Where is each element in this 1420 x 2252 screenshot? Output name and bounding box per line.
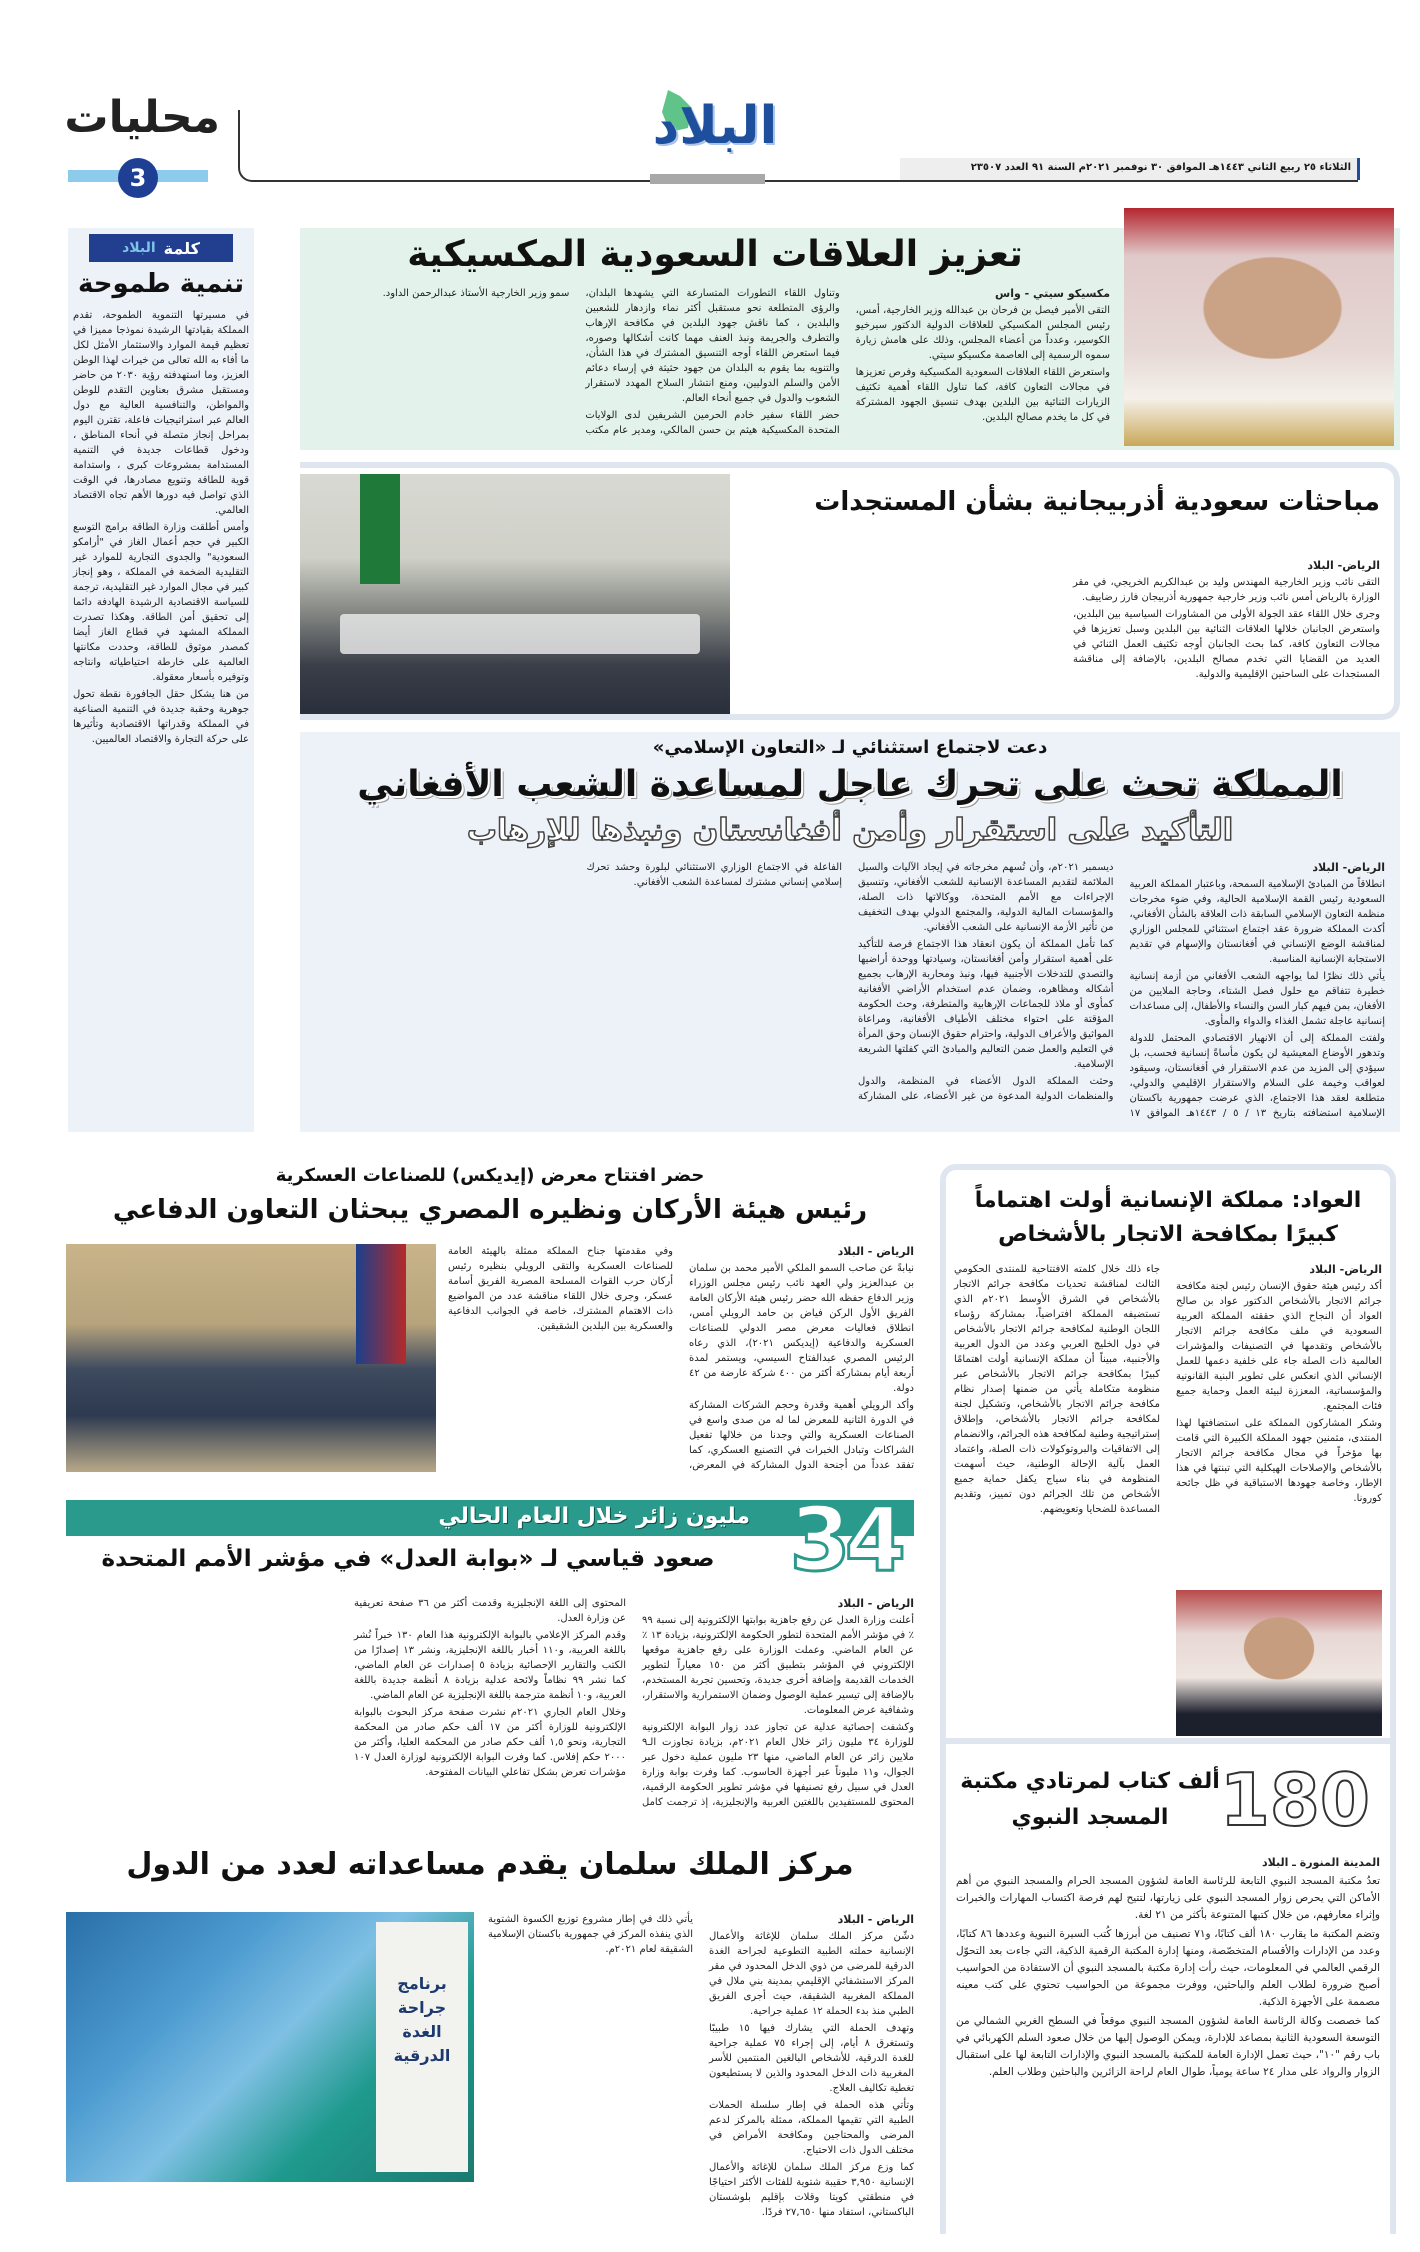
story-paragraph: كما تأمل المملكة أن يكون انعقاد هذا الاجتماع فرصة للتأكيد على أهمية استقرار وأمن أفغانستان، وسيادتها ووحدة أراضيها والتصدي للتدخلات الأجنبية فيها، ونبذ ومحاربة الإرهاب بجميع أشكاله ومظاهره، وضمان عدم استخدام الأراضي الأفغانية كمأوى أو ملاذ للجماعات الإرهابية والمتطرفة، وحث الحكومة المؤقتة على احتواء مختلف الأطياف الأفغانية، ومراعاة المواثيق والأعراف الدولية، واحترام حقوق الإنسان وحق المرأة في التعليم والعمل ضمن التعاليم والمبادئ التي كفلتها الشريعة الإسلامية. — [858, 939, 1114, 1070]
story-justice-number: 34 — [789, 1488, 900, 1591]
section-title: محليات — [64, 92, 220, 143]
story-paragraph: يأتي ذلك نظرًا لما يواجهه الشعب الأفغاني من أزمة إنسانية خطيرة تتفاقم مع حلول فصل الشتاء، وحاجة الملايين من الأفغان، بمن فيهم كبار السن والنساء والأطفال، إلى مساعدات إنسانية عاجلة تشمل الغذاء والدواء والمأوى. — [1129, 971, 1385, 1027]
story-mexico — [300, 228, 1400, 450]
story-paragraph: انطلاقاً من المبادئ الإسلامية السمحة، وباعتبار المملكة العربية السعودية رئيس القمة الإسلامية الحالية، وفي ضوء مخرجات منظمة التعاون الإسلامي السابقة ذات العلاقة بالشأن الأفغاني، أكدت المملكة ضرورة عقد اجتماع استثنائي للمجلس الوزاري لمناقشة الوضع الإنساني في أفغانستان والإسهام في تقديم الاستجابة الإنسانية المناسبة. — [1129, 879, 1385, 965]
story-military-kicker: حضر افتتاح معرض (إيديكس) للصناعات العسكرية — [275, 1165, 705, 1186]
story-dateline: الرياض - البلاد — [837, 1245, 914, 1258]
story-library — [940, 1744, 1396, 2234]
sign-text: برنامج جراحة الغدة الدرقية — [393, 1974, 451, 2065]
story-dateline: الرياض - البلاد — [837, 1913, 914, 1926]
story-awwad-headline: العواد: مملكة الإنسانية أولت اهتماماً كبيرًا بمكافحة الاتجار بالأشخاص — [974, 1188, 1362, 1247]
story-paragraph: كما وزع مركز الملك سلمان للإغاثة والأعمال الإنسانية ٣,٩٥٠ حقيبة شتوية للفئات الأكثر احتياجًا في منطقتي كويتا وقلات بإقليم بلوشستان الباكستاني، استفاد منها ٢٧,٦٥٠ فردًا. — [709, 2162, 914, 2218]
story-paragraph: وتأتي هذه الحملة في إطار سلسلة الحملات الطبية التي تقيمها المملكة، ممثلة بالمركز لدعم المرضى والمحتاجين ومكافحة الأمراض في مختلف الدول ذات الاحتياج. — [709, 2100, 914, 2156]
story-paragraph: نيابةً عن صاحب السمو الملكي الأمير محمد بن سلمان بن عبدالعزيز ولي العهد نائب رئيس مجلس الوزراء وزير الدفاع حفظه الله حضر رئيس هيئة الأركان العامة الفريق الأول الركن فياض بن حامد الرويلي أمس، انطلاق فعاليات معرض مصر الدولي للصناعات العسكرية والدفاعية (إيديكس ٢٠٢١)، الذي رعاه الرئيس المصري عبدالفتاح السيسي، ويستمر لمدة أربعة أيام بمشاركة أكثر من ٤٠٠ شركة عارضة من ٤٢ دولة. — [689, 1263, 914, 1394]
story-ksrelief-headline: مركز الملك سلمان يقدم مساعداته لعدد من الدول — [126, 1847, 854, 1882]
story-paragraph: أعلنت وزارة العدل عن رفع جاهزية بوابتها الإلكترونية إلى نسبة ٩٩ ٪ في مؤشر الأمم المتحدة لتطور الحكومة الإلكترونية، بزيادة ١٣ ٪ عن العام الماضي. وعملت الوزارة على رفع جاهزية موقعها الإلكتروني في المؤشر بتطبيق أكثر من ١٥٠ معياراً لتطوير الخدمات القديمة وإضافة أخرى جديدة، وتحسين تجربة المستخدم، بالإضافة إلى تيسير عملية الوصول وضمان الاستمرارية والاستقرار، وشفافية عرض المعلومات. — [642, 1615, 915, 1716]
story-paragraph: وقدم المركز الإعلامي بالبوابة الإلكترونية هذا العام ١٣٠ خبراً نُشر باللغة العربية، و١١٠ أخبار باللغة الإنجليزية، ونشر ١٣ إصدارًا من الكتب والتقارير الإحصائية بزيادة ٥ إصدارات عن العام الماضي، كما نشر ٩٩ نظاماً ولائحة عدلية بزيادة ٨ أنظمة جديدة باللغة العربية، و١٠ أنظمة مترجمة باللغة الإنجليزية عن العام الماضي. — [354, 1630, 626, 1701]
story-azerbaijan — [300, 462, 1400, 720]
story-afghan-headline: المملكة تحث على تحرك عاجل لمساعدة الشعب الأفغاني — [357, 764, 1343, 805]
dateline-bar: الثلاثاء ٢٥ ربيع الثاني ١٤٤٣هـ الموافق ٣٠ نوفمبر ٢٠٢١م السنة ٩١ العدد ٢٣٥٠٧ — [900, 158, 1360, 180]
story-azerbaijan-headline: مباحثات سعودية أذربيجانية بشأن المستجدات — [814, 487, 1380, 517]
editorial-paragraph: في مسيرتها التنموية الطموحة، تقدم المملكة بقيادتها الرشيدة نموذجا مميزا في تعظيم قيمة الموارد والاستثمار الأمثل لكل ما أفاء به الله تعالى من خيرات لهذا الوطن العزيز، وما استهدفته رؤية ٢٠٣٠ من حاضر ومستقبل مشرق بعناوين التقدم للوطن والمواطن، والتنافسية العالية مع دول العالم عبر استراتيجيات فاعلة، تقترن اليوم بمراحل إنجاز متصلة في أنحاء المناطق ، ودخول قطاعات جديدة في التنمية المستدامة بمشروعات كبرى ، واستدامة قوية للطاقة وتنويع مصادرها، في الوقت الذي تواصل فيه دورها الأهم تجاه الاقتصاد العالمي. — [73, 309, 249, 516]
flag-icon — [360, 474, 400, 584]
story-paragraph: حضر اللقاء سفير خادم الحرمين الشريفين لدى الولايات المتحدة المكسيكية هيثم بن حسن المالكي، ومدير عام مكتب سمو وزير الخارجية الأستاذ عبدالرحمن الداود. — [382, 288, 840, 436]
story-mexico-body — [315, 286, 1110, 446]
meeting-table — [340, 614, 700, 654]
story-paragraph: وخلال العام الجاري ٢٠٢١م نشرت صفحة مركز البحوث بالبوابة الإلكترونية للوزارة أكثر من ١٧ ألف حكم صادر من المحكمة التجارية، ونحو ١,٥ ألف حكم صادر من المحكمة العليا، وأكثر من ٢٠٠٠ حكم إفلاس. كما وفرت البوابة الإلكترونية لوزارة العدل ١٠٧ مؤشرات تعرض بشكل تفاعلي البيانات المفتوحة. — [354, 1707, 626, 1778]
photo-foreign-minister — [1124, 208, 1394, 446]
story-military-headline: رئيس هيئة الأركان ونظيره المصري يبحثان التعاون الدفاعي — [112, 1195, 868, 1225]
story-paragraph: التقى الأمير فيصل بن فرحان بن عبدالله وزير الخارجية، أمس، رئيس المجلس المكسيكي للعلاقات الدولية الدكتور سيرخيو الكوسير، وعدداً من أعضاء المجلس، وذلك على هامش زيارة سموه الرسمية إلى العاصمة مكسيكو سيتي. — [855, 305, 1110, 361]
photo-surgery — [66, 1912, 474, 2182]
story-paragraph: جاء ذلك خلال كلمته الافتتاحية للمنتدى الحكومي الثالث لمناقشة تحديات مكافحة جرائم الاتجار بالأشخاص في الشرق الأوسط ٢٠٢١م الذي تستضيفه المملكة افتراضياً، بمشاركة رؤساء اللجان الوطنية لمكافحة جرائم الاتجار بالأشخاص في دول الخليج العربي وعدد من الدول العربية والأجنبية، مبيناً أن مملكة الإنسانية أولت اهتمامًا كبيرًا بمكافحة جرائم الاتجار بالأشخاص عبر منظومة متكاملة يأتي من ضمنها إصدار نظام مكافحة جرائم الاتجار بالأشخاص، وتشكيل لجنة لمكافحة جرائم الاتجار بالأشخاص، وإطلاق إستراتيجية وطنية لمكافحة هذه الجرائم، والانضمام إلى الاتفاقيات والبروتوكولات ذات الصلة، واعتماد العمل بآلية الإحالة الوطنية، حيث أسهمت المنظومة في بناء سياج يكفل حماية جميع الأشخاص من تلك الجرائم دون تمييز، وتقديم المساعدة للضحايا وتعويضهم. — [954, 1264, 1160, 1515]
story-awwad-body-left — [954, 1262, 1160, 1519]
story-ksrelief — [60, 1832, 920, 2232]
story-dateline: المدينة المنورة ـ البلاد — [1261, 1856, 1380, 1869]
story-ksrelief-body — [488, 1912, 914, 2222]
story-paragraph: وشكر المشاركون المملكة على استضافتها لهذا المنتدى، مثمنين جهود المملكة الكبيرة التي قامت بها مؤخراً في مجال مكافحة جرائم الاتجار بالأشخاص والإصلاحات الهيكلية التي تبنتها في هذا الإطار، وخاصة جهودها الاستباقية في ظل جائحة كورونا. — [1176, 1418, 1382, 1504]
newspaper-logo — [640, 86, 790, 166]
editorial-body — [73, 308, 249, 747]
story-paragraph: يأتي ذلك في إطار مشروع توزيع الكسوة الشتوية الذي ينفذه المركز في جمهورية باكستان الإسلامية الشقيقة لعام ٢٠٢١م. — [488, 1914, 693, 1955]
story-paragraph: وتناول اللقاء التطورات المتسارعة التي يشهدها البلدان، والرؤى المتطلعة نحو مستقبل أكثر نماء وازدهار للشعبين والبلدين ، كما ناقش جهود البلدين في مكافحة الإرهاب والتطرف والجريمة ونبذ العنف مهما كانت أشكالها وصوره، فيما استعرض اللقاء أوجه التنسيق المشترك في هذا الشأن، والتنويه بما يقوم به البلدان من جهود حثيثة في إرساء دعائم الأمن والسلم الدوليين، ومنع انتشار السلاح المهدد لاستقرار الشعوب والدول في جميع أنحاء العالم. — [585, 288, 840, 404]
story-justice-kicker: مليون زائر خلال العام الحالي — [438, 1504, 750, 1529]
photo-awwad — [1176, 1590, 1382, 1736]
story-library-body — [956, 1854, 1380, 2083]
editorial-badge — [89, 234, 233, 262]
story-mexico-headline: تعزيز العلاقات السعودية المكسيكية — [407, 234, 1023, 275]
story-awwad — [940, 1164, 1396, 1744]
story-paragraph: وتضم المكتبة ما يقارب ١٨٠ ألف كتابًا، و٧١ تصنيف من أبرزها كُتب السيرة النبوية وعددها ٨٦ كتابًا، وعدد من الإدارات والأقسام المتخصّصة، ومنها إدارة المكتبة الرقمية الذكية، التي جاءت بعد التحوّل الرقمي العالمي في المعلومات، حيث رأت إدارة مكتبة بالمسجد النبوي أن الاستفادة من الحواسيب أصبح ضرورة لطلاب العلم والباحثين، ووفرت مجموعة من الحواسيب تحتوي على كتب معينه مصممة على الأجهزة الذكية. — [956, 1928, 1381, 2008]
surgery-program-sign — [376, 1922, 468, 2172]
story-library-number: 180 — [1219, 1758, 1370, 1842]
story-paragraph: دشّن مركز الملك سلمان للإغاثة والأعمال الإنسانية حملته الطبية التطوعية لجراحة الغدة الدرقية للمرضى من ذوي الدخل المحدود في مقر المركز الاستشفائي الإقليمي بمدينة بني ملال في المملكة المغربية الشقيقة، حيث أجرى الفريق الطبي منذ بدء الحملة ١٢ عملية جراحية. — [709, 1931, 914, 2017]
story-military-body — [448, 1244, 914, 1476]
story-paragraph: ولفتت المملكة إلى أن الانهيار الاقتصادي المحتمل للدولة وتدهور الأوضاع المعيشية لن يكون مأساةً إنسانية فحسب، بل سيؤدي إلى المزيد من عدم الاستقرار في أفغانستان، وسيقود لعواقب وخيمة على السلام والاستقرار الإقليمي والدولي، متطلعة لعقد هذا الاجتماع، الذي عرضت جمهورية باكستان الإسلامية استضافته بتاريخ ١٣ / ٥ / ١٤٤٣هـ الموافق ١٧ ديسمبر ٢٠٢١م، وأن تُسهم مخرجاته في إيجاد الآليات والسبل الملائمة لتقديم المساعدة الإنسانية للشعب الأفغاني، وتنسيق الإجراءات مع الأمم المتحدة، ووكالاتها ذات الصلة، والمؤسسات المالية الدولية، والمجتمع الدولي بهدف التخفيف من تأثير الأزمة الإنسانية على الشعب الأفغاني. — [858, 862, 1385, 1119]
editorial-badge-logo: البلاد — [122, 240, 156, 256]
editorial-paragraph: من هنا يشكل حقل الجافورة نقطة تحول جوهرية وحقبة جديدة في التنمية الصناعية في المملكة وقدراتها الاقتصادية وتأثيرها على حركة التجارة والاقتصاد العالميين. — [73, 688, 249, 745]
editorial-paragraph: وأمس أطلقت وزارة الطاقة برامج التوسع الكبير في حجم أعمال الغاز في "أرامكو السعودية" والجدوى التجارية للموارد غير التقليدية الضخمة في المملكة ، وهو إنجاز كبير في مجال الموارد غير التقليدية، ترجمة للسياسة الاقتصادية الرشيدة الهادفة دائما إلى تحقيق أمن الطاقة. وهكذا تصدرت المملكة المشهد في قطاع الغاز أيضا كمصدر موثوق للطاقة، وحددت مكانتها العالمية على خارطة احتياطياته وانتاجه وتوفيره بأسعار معقولة. — [73, 521, 249, 683]
story-library-headline: ألف كتاب لمرتادي مكتبة المسجد النبوي — [960, 1769, 1220, 1830]
story-azerbaijan-body — [750, 558, 1380, 708]
story-military — [60, 1160, 920, 1480]
story-paragraph: أكد رئيس هيئة حقوق الإنسان رئيس لجنة مكافحة جرائم الاتجار بالأشخاص الدكتور عواد بن صالح العواد أن النجاح الذي حققته المملكة العربية السعودية في ملف مكافحة جرائم الاتجار بالأشخاص وتقدمها في التصنيفات والمؤشرات العالمية ذات الصلة جاء على خلفية دعمها للعمل الإنساني الذي انعكس على تطوير البنية القانونية والمؤسساتية، المعززة لبيئة العمل وحماية جميع فئات المجتمع. — [1176, 1281, 1382, 1412]
story-dateline: مكسيكو سيتي - واس — [995, 287, 1110, 300]
story-dateline: الرياض- البلاد — [1312, 861, 1385, 874]
page-number: 3 — [129, 164, 147, 192]
story-dateline: الرياض- البلاد — [1307, 559, 1380, 572]
story-paragraph: كما خصصت وكالة الرئاسة العامة لشؤون المسجد النبوي موقعاً في السطح الغربي الشمالي من التوسعة السعودية الثانية بمصاعد للإدارة، ويمكن الوصول إليها من خلال صعود السلم الكهربائي في باب رقم "١٠"، حيث تعمل الإدارة العامة للمكتبة بالمسجد النبوي والإدارات التابعة لها على استقبال الزوار والرواد على مدار ٢٤ ساعة يومياً، طوال العام لراحة الزائرين والباحثين وطلاب العلم. — [956, 2015, 1381, 2078]
photo-military-meeting — [66, 1244, 436, 1472]
story-paragraph: وحثت المملكة الدول الأعضاء في المنظمة، والدول والمنظمات الدولية المدعوة من غير الأعضاء، على المشاركة الفاعلة في الاجتماع الوزاري الاستثنائي لبلورة وحشد تحرك إسلامي إنساني مشترك لمساعدة الشعب الأفغاني. — [586, 862, 1114, 1102]
story-paragraph: وجرى خلال اللقاء عقد الجولة الأولى من المشاورات السياسية بين البلدين، واستعرض الجانبان خلالها العلاقات الثنائية بين البلدين وسبل تعزيزها في مجالات التعاون كافة، كما بحث الجانبان أوجه تكثيف العمل الثنائي في العديد من القضايا التي تخدم مصالح البلدين، بالإضافة إلى مناقشة المستجدات على الساحتين الإقليمية والدولية. — [1073, 609, 1380, 680]
story-paragraph: التقى نائب وزير الخارجية المهندس وليد بن عبدالكريم الخريجي، في مقر الوزارة بالرياض أمس نائب وزير خارجية جمهورية أذربيجان فارز رضاييف. — [1073, 577, 1380, 603]
story-paragraph: وأكد الرويلي أهمية وقدرة وحجم الشركات المشاركة في الدورة الثانية للمعرض لما له من صدى واسع في الصناعات العسكرية والتي وجدنا من خلالها تفعيل الشراكات وتبادل الخبرات في التصنيع العسكري، كما تفقد عدداً من أجنحة الدول المشاركة في المعرض، وفي مقدمتها جناح المملكة ممثلة بالهيئة العامة للصناعات العسكرية والتقى الرويلي بنظيره رئيس أركان حرب القوات المسلحة المصرية الفريق أسامة عسكر، وجرى خلال اللقاء مناقشة عدد من المواضيع ذات الاهتمام المشترك، خاصة في الجوانب الدفاعية والعسكرية بين البلدين الشقيقين. — [448, 1246, 914, 1471]
logo-underbar — [650, 174, 765, 184]
story-dateline: الرياض- البلاد — [1309, 1263, 1382, 1276]
story-dateline: الرياض - البلاد — [837, 1597, 914, 1610]
flag-icon — [356, 1244, 406, 1364]
editorial-title: تنمية طموحة — [78, 269, 244, 299]
logo-text: البلاد — [652, 96, 778, 156]
story-paragraph: تعدُ مكتبة المسجد النبوي التابعة للرئاسة العامة لشؤون المسجد الحرام والمسجد النبوي من أهم الأماكن التي يحرص زوار المسجد النبوي على زيارتها، لتتيح لهم فرصة اكتساب المهارات والخبرات وإثراء معارفهم، من خلال كتبها المتنوعة بأكثر من ٢١ لغة. — [956, 1875, 1380, 1921]
story-justice — [60, 1488, 920, 1826]
story-justice-body — [66, 1596, 914, 1824]
editorial-column — [68, 228, 254, 1132]
page-number-badge — [118, 158, 158, 198]
story-paragraph: وكشفت إحصائية عدلية عن تجاوز عدد زوار البوابة الإلكترونية للوزارة ٣٤ مليون زائر خلال العام ٢٠٢١م، بزيادة تجاوزت الـ٩ ملايين زائر عن العام الماضي، منها ٢٣ مليون عملية دخول عبر الجوال، و١١ مليوناً عبر أجهزة الحاسوب. كما وفرت بوابة وزارة العدل في سبيل رفع تصنيفها في مؤشر تطوير الحكومة الرقمية، المحتوى للمستفيدين باللغتين العربية والإنجليزية، إذ ترجمت كامل المحتوى إلى اللغة الإنجليزية وقدمت أكثر من ٣٦ صفحة تعريفية عن وزارة العدل. — [354, 1598, 915, 1808]
story-awwad-body-right — [1176, 1262, 1382, 1508]
story-afghan-subheadline: التأكيد على استقرار وأمن أفغانستان ونبذها للإرهاب — [466, 813, 1234, 848]
photo-meeting — [300, 474, 730, 714]
story-paragraph: واستعرض اللقاء العلاقات السعودية المكسيكية وفرص تعزيزها في مجالات التعاون كافة، كما تناول اللقاء أهمية تكثيف الزيارات الثنائية بين البلدين بهدف تنسيق الجهود المشتركة في كل ما يخدم مصالح البلدين. — [855, 367, 1110, 423]
editorial-badge-word: كلمة — [163, 238, 200, 258]
story-afghan — [300, 732, 1400, 1132]
story-afghan-kicker: دعت لاجتماع استثنائي لـ «التعاون الإسلامي» — [652, 737, 1048, 758]
story-afghan-body — [315, 860, 1385, 1128]
story-justice-headline: صعود قياسي لـ «بوابة العدل» في مؤشر الأمم المتحدة — [101, 1546, 715, 1572]
story-paragraph: وتهدف الحملة التي يشارك فيها ١٥ طبيبًا وتستغرق ٨ أيام، إلى إجراء ٧٥ عملية جراحية للغدة الدرقية، للأشخاص البالغين المنتمين للأسر المغربية ذات الدخل المحدود والذين لا يستطيعون تغطية تكاليف العلاج. — [709, 2023, 914, 2094]
